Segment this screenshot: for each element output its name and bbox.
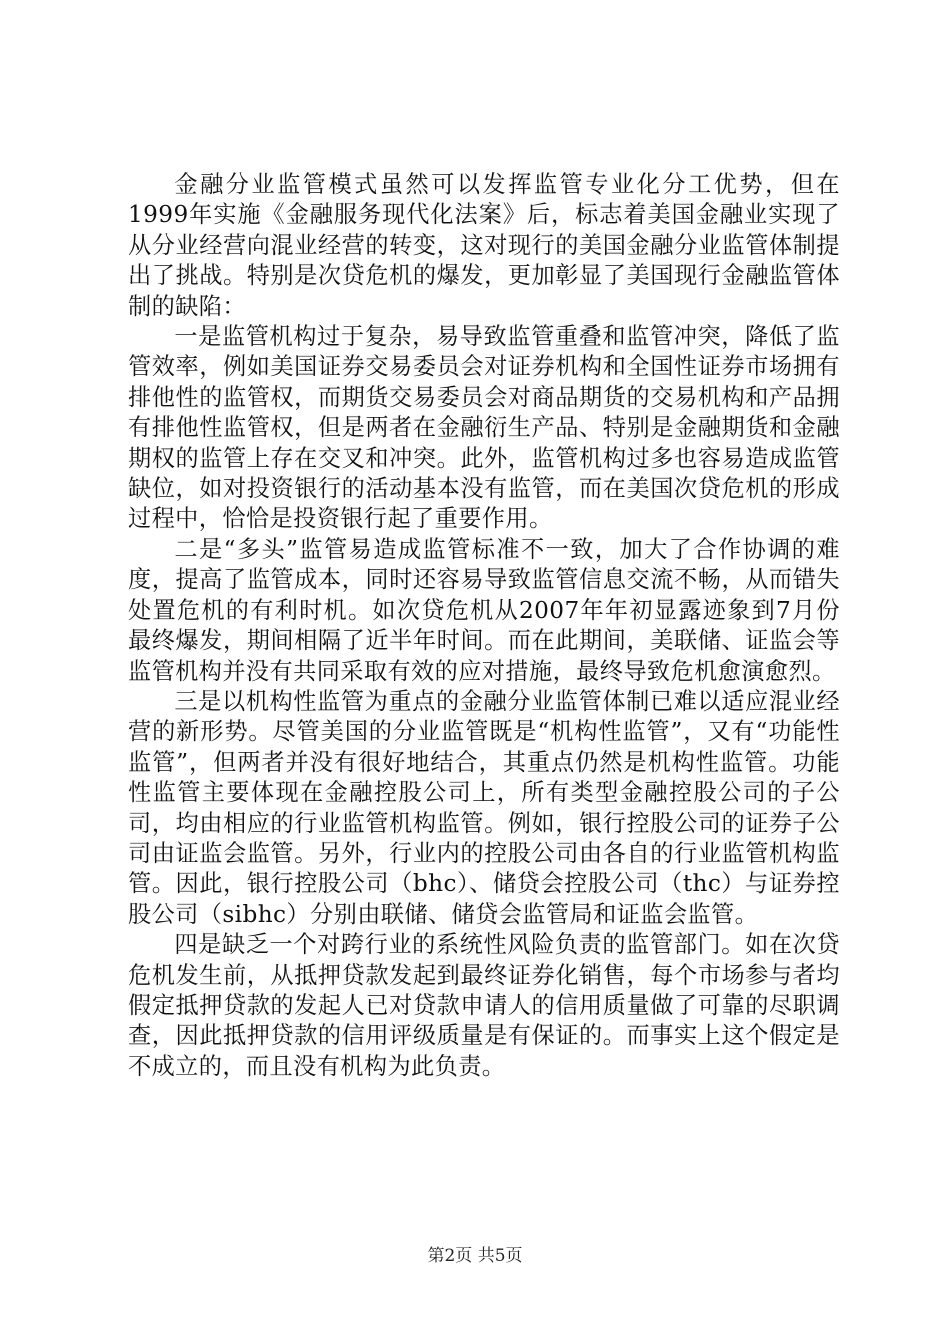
paragraph-point-two: 二是“多头”监管易造成监管标准不一致，加大了合作协调的难度，提高了监管成本，同时还容易导致监管信息交流不畅，从而错失处置危机的有利时机。如次贷危机从2007年年初显露迹象到7月份最终爆发，期间相隔了近半年时间。而在此期间，美联储、证监会等监管机构并没有共同采取有效的应对措施，最终导致危机愈演愈烈。 bbox=[128, 535, 840, 685]
document-body bbox=[128, 170, 840, 1082]
paragraph-point-one: 一是监管机构过于复杂，易导致监管重叠和监管冲突，降低了监管效率，例如美国证券交易委员会对证券机构和全国性证券市场拥有排他性的监管权，而期货交易委员会对商品期货的交易机构和产品拥有排他性监管权，但是两者在金融衍生产品、特别是金融期货和金融期权的监管上存在交叉和冲突。此外，监管机构过多也容易造成监管缺位，如对投资银行的活动基本没有监管，而在美国次贷危机的形成过程中，恰恰是投资银行起了重要作用。 bbox=[128, 323, 840, 533]
page-number-footer: 第2页 共5页 bbox=[427, 1246, 523, 1266]
paragraph-point-four: 四是缺乏一个对跨行业的系统性风险负责的监管部门。如在次贷危机发生前，从抵押贷款发起到最终证券化销售，每个市场参与者均假定抵押贷款的发起人已对贷款申请人的信用质量做了可靠的尽职调查，因此抵押贷款的信用评级质量是有保证的。而事实上这个假定是不成立的，而且没有机构为此负责。 bbox=[128, 931, 840, 1080]
paragraph-point-three: 三是以机构性监管为重点的金融分业监管体制已难以适应混业经营的新形势。尽管美国的分业监管既是“机构性监管”，又有“功能性监管”，但两者并没有很好地结合，其重点仍然是机构性监管。功能性监管主要体现在金融控股公司上，所有类型金融控股公司的子公司，均由相应的行业监管机构监管。例如，银行控股公司的证券子公司由证监会监管。另外，行业内的控股公司由各自的行业监管机构监管。因此，银行控股公司（bhc）、储贷会控股公司（thc）与证券控股公司（sibhc）分别由联储、储贷会监管局和证监会监管。 bbox=[128, 687, 840, 928]
paragraph-intro: 金融分业监管模式虽然可以发挥监管专业化分工优势，但在1999年实施《金融服务现代化法案》后，标志着美国金融业实现了从分业经营向混业经营的转变，这对现行的美国金融分业监管体制提出了挑战。特别是次贷危机的爆发，更加彰显了美国现行金融监管体制的缺陷： bbox=[128, 171, 840, 320]
